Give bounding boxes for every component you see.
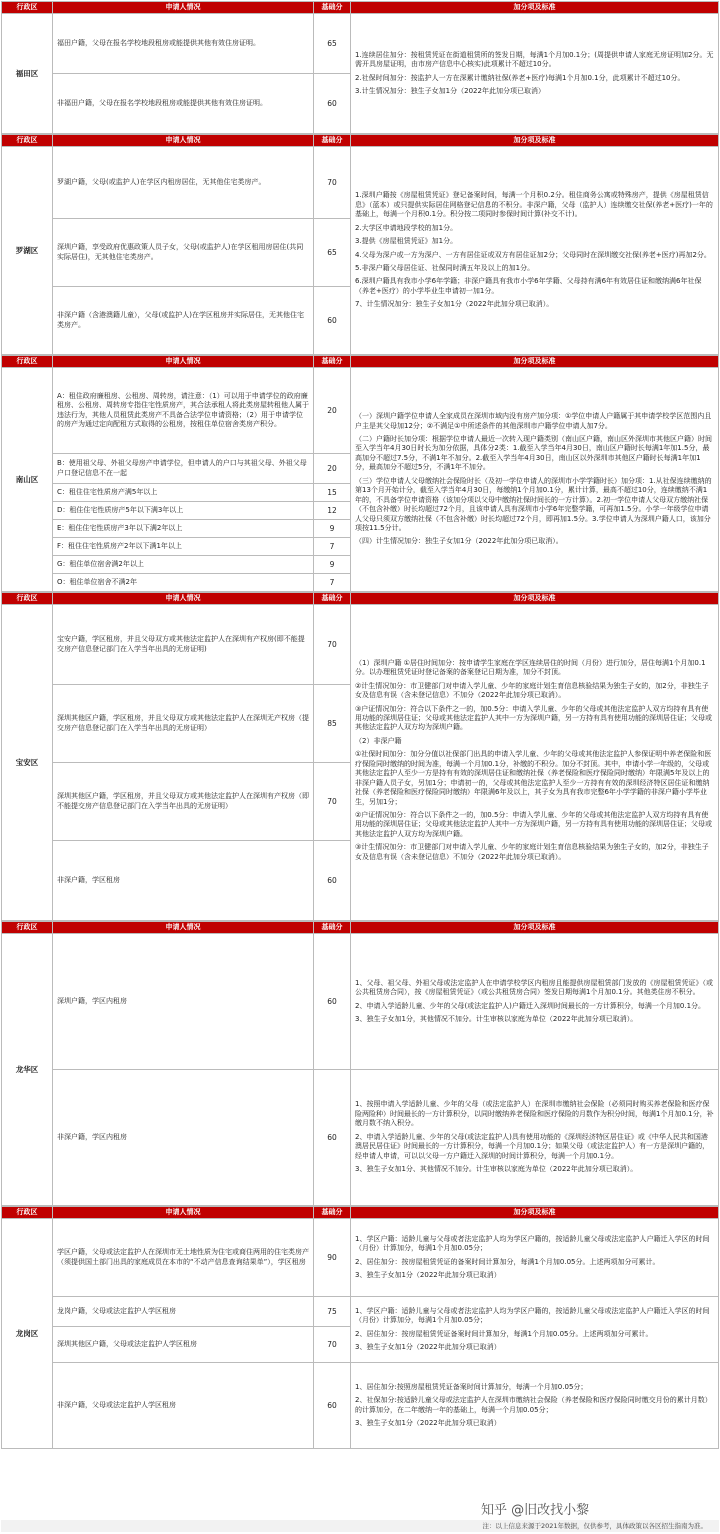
- table-header-row: [2, 1207, 719, 1219]
- base-score-cell: 60: [314, 1070, 351, 1206]
- standard-text: ③计生情况加分：市卫健部门对申请入学儿童、少年的家庭计划生育信息核验结果为独生子女的，加2分，非独生子女及信息有误（含未登记信息）不加分（2022年此加分项已取消）。: [355, 843, 709, 861]
- situation-cell: 非深户籍，父母或法定监护人学区租房: [53, 1363, 314, 1449]
- base-score-cell: 20: [314, 368, 351, 454]
- standard-cell: [351, 605, 719, 921]
- standard-text: 1、学区户籍：适龄儿童与父母或者法定监护人均为学区户籍的，按适龄儿童父母或法定监护人户籍迁入学区的时间（月份）计算加分，每满1个月加0.05分；: [355, 1234, 710, 1253]
- table-header-row: [2, 2, 719, 14]
- base-score-cell: 75: [314, 1297, 351, 1327]
- situation-cell: 深圳户籍，享受政府优惠政策人员子女，父母(或监护人)在学区租用房居住(共同实际居住)，无其他住宅类房产。: [53, 219, 314, 287]
- header-base-score: 基础分: [314, 135, 351, 147]
- header-district: 行政区: [2, 356, 53, 368]
- header-district: 行政区: [2, 593, 53, 605]
- base-score-cell: 7: [314, 574, 351, 592]
- standard-text: （2）非深户籍: [355, 736, 402, 745]
- district-block-luohu: [1, 134, 719, 355]
- header-base-score: 基础分: [314, 356, 351, 368]
- district-name: 龙岗区: [2, 1219, 53, 1449]
- situation-cell: 深圳户籍，学区内租房: [53, 934, 314, 1070]
- standard-text: 2.大学区申请地段学校的加1分。: [355, 223, 458, 232]
- situation-cell: 福田户籍，父母在报名学校地段租房或能提供其他有效住房证明。: [53, 14, 314, 74]
- standard-text: 2、社保加分:按适龄儿童父母或法定监护人在深圳市缴纳社会保险（养老保险和医疗保险同时缴交月份的累计月数）的计算加分，在二年缴纳一年的基础上，每满一个月加0.05分；: [355, 1396, 712, 1414]
- base-score-cell: 85: [314, 685, 351, 763]
- standard-text: 1.连续居住加分：按租赁凭证在街道租赁所的签发日期，每满1个月加0.1分；(周提供申请人家庭无房证明加2分。无需开具房屋证明，由市房产信息中心核实)此项累计不超过10分。: [355, 50, 714, 69]
- base-score-cell: 60: [314, 1363, 351, 1449]
- situation-cell: 学区户籍，父母或法定监护人在深圳市无土地性质为住宅或商住两用的住宅类房产（须提供国土部门出具的家庭成员在本市的“不动产信息查询结果单”），学区租房: [53, 1219, 314, 1297]
- district-name: 宝安区: [2, 605, 53, 921]
- situation-cell: O：租住单位宿舍不满2年: [53, 574, 314, 592]
- standard-text: 3、独生子女加1分（2022年此加分项已取消）: [355, 1342, 501, 1351]
- standard-text: （1）深圳户籍 ①居住时间加分：按申请学生家庭在学区连续居住的时间（月份）进行加分，居住每满1个月加0.1分。以办理租赁凭证时登记备案的备案登记日期为准，加分不封顶。: [355, 658, 706, 677]
- header-standard: 加分项及标准: [351, 135, 719, 147]
- standard-text: 4.父母为深户或一方为深户、一方有居住证或双方有居住证加2分；父母同时在深圳缴交社保(养老+医疗)再加2分。: [355, 250, 711, 259]
- standard-text: 1、学区户籍：适龄儿童与父母或者法定监护人均为学区户籍的，按适龄儿童父母或法定监护人户籍迁入学区的时间（月份）计算加分，每满1个月加0.05分；: [355, 1306, 710, 1325]
- district-block-baoan: [1, 592, 719, 921]
- district-block-longhua: [1, 921, 719, 1206]
- standard-text: 2、申请入学适龄儿童、少年的父母(或法定监护人)户籍迁入深圳时间最长的一方计算积分，每满一个月加0.1分。: [355, 1001, 706, 1010]
- standard-text: 2、居住加分：按房屋租赁凭证的备案时间计算加分，每满1个月加0.05分。上述两项加分可累计。: [355, 1257, 660, 1266]
- table-header-row: [2, 593, 719, 605]
- situation-cell: E：租住住宅性质房产3年以下满2年以上: [53, 520, 314, 538]
- header-situation: 申请人情况: [53, 922, 314, 934]
- watermark-zhihu: 知乎 @旧改找小黎: [481, 1503, 590, 1518]
- district-name: 龙华区: [2, 934, 53, 1206]
- standard-cell: [351, 147, 719, 355]
- district-name: 南山区: [2, 368, 53, 592]
- table-header-row: [2, 135, 719, 147]
- situation-cell: 罗湖户籍，父母(或监护人)在学区内租房居住，无其他住宅类房产。: [53, 147, 314, 219]
- base-score-cell: 9: [314, 556, 351, 574]
- standard-cell: [351, 1363, 719, 1449]
- standard-cell: [351, 14, 719, 134]
- district-name: 罗湖区: [2, 147, 53, 355]
- base-score-cell: 70: [314, 763, 351, 841]
- standard-text: ①社保时间加分：加分分值以社保部门出具的申请入学儿童、少年的父母或其他法定监护人参保证明中养老保险和医疗保险同时缴纳的时间为准，每满一个月加0.1分，补缴的不积分。加分不封顶。其中，申请小学一年级的，父母或其他法定监护人至少一方是持有有效的深圳居住证和缴纳社保（养老保险和医疗保险同时缴纳）年限满5年及以上的非深户籍人员子女，另加1分；申请初一的，父母或其他法定监护人至少一方持有有效的深圳经济特区居住证和缴纳社保（养老保险和医疗保险同时缴纳）年限满6年及以上，其子女为具有我市完整6年小学学籍的非深户籍小学毕业生，另加1分；: [355, 750, 712, 806]
- header-base-score: 基础分: [314, 1207, 351, 1219]
- header-situation: 申请人情况: [53, 135, 314, 147]
- header-base-score: 基础分: [314, 922, 351, 934]
- base-score-cell: 65: [314, 14, 351, 74]
- base-score-cell: 60: [314, 934, 351, 1070]
- header-district: 行政区: [2, 135, 53, 147]
- header-situation: 申请人情况: [53, 593, 314, 605]
- table-row: [2, 1219, 719, 1297]
- table-row: [2, 934, 719, 1070]
- base-score-cell: 60: [314, 841, 351, 921]
- situation-cell: 非深户籍，学区租房: [53, 841, 314, 921]
- standard-text: （三）学位申请人父母缴纳社会保险时长（及初一学位申请人的深圳市小学学籍时长）加分项：1.从社保连续缴纳的第13个月开始计分，截至入学当年4月30日，每缴纳1个月加0.1分，累计计算，最高不超过10分，连续缴纳不满1年的，不具备学位申请资格（该加分项以父母中缴纳社保时间长的一方计算）。2.初一学位申请人父母双方缴纳社保（不包含补缴）时长均超过72个月，且该申请人具有深圳市小学6年完整学籍，可再加1.5分。小学一年级学位申请人父母只须双方缴纳社保（不包含补缴）时长均超过72个月，即再加1.5分。3.学位申请人为深圳户籍人口，该加分项按11.5分计。: [355, 476, 712, 532]
- base-score-cell: 15: [314, 484, 351, 502]
- base-score-cell: 70: [314, 147, 351, 219]
- table-row: [2, 14, 719, 74]
- header-base-score: 基础分: [314, 593, 351, 605]
- situation-cell: G：租住单位宿舍满2年以上: [53, 556, 314, 574]
- standard-cell: [351, 934, 719, 1070]
- standard-text: 1、父母、祖父母、外祖父母或法定监护人在申请学校学区内租房且能提供房屋租赁部门发放的《房屋租赁凭证》（或公共租赁房合同），按《房屋租赁凭证》（或公共租赁房合同）签发日期每满1个月加0.1分。其他类住房不积分。: [355, 978, 713, 997]
- district-block-nanshan: [1, 355, 719, 592]
- standard-text: 3、独生子女加1分（2022年此加分项已取消）: [355, 1270, 501, 1279]
- base-score-cell: 20: [314, 454, 351, 484]
- table-row: [2, 1297, 719, 1327]
- situation-cell: 非深户籍（含港澳籍儿童），父母(或监护人)在学区租房并实际居住，无其他住宅类房产。: [53, 287, 314, 355]
- header-situation: 申请人情况: [53, 1207, 314, 1219]
- header-district: 行政区: [2, 1207, 53, 1219]
- header-standard: 加分项及标准: [351, 2, 719, 14]
- standard-text: （二）户籍时长加分项：根据学位申请人最近一次转入现户籍类别（南山区户籍，南山区外深圳市其他区户籍）时间至入学当年4月30日时长为加分依据，具体分2类：1.截至入学当年4月30日，南山区户籍时长每满1年加1.5分，最高加分不超过7.5分，不满1年不加分。2.截至入学当年4月30日，南山区以外深圳市其他区户籍时长每满1年加1分，最高加分不超过5分，不满1年不加分。: [355, 435, 712, 472]
- district-name: 福田区: [2, 14, 53, 134]
- header-standard: 加分项及标准: [351, 922, 719, 934]
- standard-cell: [351, 368, 719, 592]
- standard-cell: [351, 1297, 719, 1363]
- base-score-cell: 9: [314, 520, 351, 538]
- standard-text: 2、申请入学适龄儿童、少年的父母(或法定监护人)具有使用功能的《深圳经济特区居住证》或《中华人民共和国港澳居民居住证》时间最长的一方计算积分，每满一个月加0.1分；如果父母（或法定监护人）有一方是深圳户籍的，经申请人申请，可以以父母一方户籍迁入深圳的时间计算积分，每满一个月加0.1分。: [355, 1132, 710, 1160]
- standard-text: 7、计生情况加分：独生子女加1分（2022年此加分项已取消）。: [355, 300, 554, 309]
- situation-cell: 非深户籍，学区内租房: [53, 1070, 314, 1206]
- header-situation: 申请人情况: [53, 356, 314, 368]
- district-block-longgang: [1, 1206, 719, 1449]
- standard-text: （一）深圳户籍学位申请人全家成员在深圳市域内没有房产加分项：①学位申请人户籍属于其申请学校学区范围内且户主是其父母加12分；②不满足①中所述条件的其他深圳市户籍学位申请人加7分。: [355, 412, 712, 430]
- standard-text: 3.提供《房屋租赁凭证》加1分。: [355, 237, 458, 246]
- table-row: [2, 1070, 719, 1206]
- standard-text: 3.计生情况加分：独生子女加1分（2022年此加分项已取消）: [355, 86, 545, 95]
- header-standard: 加分项及标准: [351, 1207, 719, 1219]
- situation-cell: 深圳其他区户籍，学区租房，并且父母双方或其他法定监护人在深圳有产权房（即不能提交房产信息登记部门在入学当年出具的无房证明）: [53, 763, 314, 841]
- standard-text: ③户证情况加分：符合以下条件之一的，加0.5分：申请入学儿童、少年的父母或其他法定监护人双方均持有具有使用功能的深圳居住证；父母或其他法定监护人其中一方为深圳户籍，另一方持有具有使用功能的深圳居住证；父母或其他法定监护人双方均为深圳户籍。: [355, 704, 712, 732]
- standard-text: ②户证情况加分：符合以下条件之一的，加0.5分：申请入学儿童、少年的父母或其他法定监护人双方均持有具有使用功能的深圳居住证；父母或其他法定监护人其中一方为深圳户籍，另一方持有具有使用功能的深圳居住证；父母或其他法定监护人双方均为深圳户籍。: [355, 810, 712, 838]
- table-header-row: [2, 356, 719, 368]
- header-district: 行政区: [2, 2, 53, 14]
- situation-cell: 宝安户籍，学区租房，并且父母双方或其他法定监护人在深圳有产权房(即不能提交房产信息登记部门在入学当年出具的无房证明): [53, 605, 314, 685]
- situation-cell: 龙岗户籍，父母或法定监护人学区租房: [53, 1297, 314, 1327]
- situation-cell: F：租住住宅性质房产2年以下满1年以上: [53, 538, 314, 556]
- standard-text: ②计生情况加分：市卫健部门对申请入学儿童、少年的家庭计划生育信息核验结果为独生子女的，加2分，非独生子女及信息有误（含未登记信息）不加分（2022年此加分项已取消）。: [355, 681, 709, 700]
- situation-cell: 深圳其他区户籍，父母或法定监护人学区租房: [53, 1327, 314, 1363]
- standard-text: （四）计生情况加分：独生子女加1分（2022年此加分项已取消）。: [355, 537, 563, 546]
- base-score-cell: 70: [314, 605, 351, 685]
- standard-cell: [351, 1070, 719, 1206]
- standard-text: 1.深圳户籍按《房屋租赁凭证》登记备案时间，每满一个月积0.2分。租住商务公寓或特殊房产，提供《房屋租赁信息》（蓝本）或只提供实际居住网格登记信息的不积分。非深户籍，父母（监护人）连续缴交社保(养老+医疗)一年的基础上，每满一个月积0.1分。积分按二项同时参保时间计算(补交不计)。: [355, 191, 713, 219]
- table-row: [2, 1363, 719, 1449]
- header-standard: 加分项及标准: [351, 593, 719, 605]
- standard-text: 3、独生子女加1分（2022年此加分项已取消）: [355, 1418, 501, 1427]
- situation-cell: A：租住政府廉租房、公租房、周转房，请注意：（1）可以用于申请学位的政府廉租房、公租房、周转房专指住宅性质房产，其合法承租人将此类房屋转租他人属于违法行为，其他人员租赁此类房产不具备合法学位申请资格；（2）用于申请学位的房产为通过定向配租方式取得的公租房，按租住单位宿舍类房产积分。: [53, 368, 314, 454]
- base-score-cell: 60: [314, 287, 351, 355]
- standard-text: 2.社保时间加分：按监护人一方在深累计缴纳社保(养老+医疗)每满1个月加0.1分，此项累计不超过10分。: [355, 73, 685, 82]
- header-district: 行政区: [2, 922, 53, 934]
- base-score-cell: 65: [314, 219, 351, 287]
- header-base-score: 基础分: [314, 2, 351, 14]
- footer-note: 注：以上信息来源于2021年数据，仅供参考，具体政策以各区招生指南为准。: [1, 1520, 719, 1532]
- standard-text: 3、独生子女加1分，其他情况不加分。计生审核以家庭为单位（2022年此加分项已取消）。: [355, 1014, 638, 1023]
- situation-cell: B：使用祖父母、外祖父母房产申请学位，但申请人的户口与其祖父母、外祖父母户口登记信息不在一起: [53, 454, 314, 484]
- table-row: [2, 147, 719, 219]
- standard-text: 1、按照申请入学适龄儿童、少年的父母（或法定监护人）在深圳市缴纳社会保险（必须同时购买养老保险和医疗保险两险种）时间最长的一方计算积分，以同时缴纳养老保险和医疗保险的月数作为积分时间，每满1个月加0.1分，补缴月数不纳入积分。: [355, 1100, 714, 1128]
- situation-cell: 非福田户籍，父母在报名学校地段租房或能提供其他有效住房证明。: [53, 74, 314, 134]
- table-header-row: [2, 922, 719, 934]
- base-score-cell: 70: [314, 1327, 351, 1363]
- district-block-futian: [1, 1, 719, 134]
- standard-text: 5.非深户籍父母居住证、社保同时满五年及以上的加1分。: [355, 263, 535, 272]
- table-row: [2, 368, 719, 454]
- standard-text: 2、居住加分：按房屋租赁凭证备案时间计算加分，每满1个月加0.05分。上述两项加分可累计。: [355, 1329, 653, 1338]
- situation-cell: D：租住住宅性质房产5年以下满3年以上: [53, 502, 314, 520]
- header-standard: 加分项及标准: [351, 356, 719, 368]
- situation-cell: 深圳其他区户籍，学区租房，并且父母双方或其他法定监护人在深圳无产权房（提交房产信息登记部门在入学当年出具的无房证明）: [53, 685, 314, 763]
- base-score-cell: 7: [314, 538, 351, 556]
- base-score-cell: 12: [314, 502, 351, 520]
- header-situation: 申请人情况: [53, 2, 314, 14]
- base-score-cell: 60: [314, 74, 351, 134]
- standard-text: 1、居住加分:按照房屋租赁凭证备案时间计算加分，每满一个月加0.05分；: [355, 1382, 588, 1391]
- standard-text: 6.深圳户籍具有我市小学6年学籍；非深户籍具有我市小学6年学籍、父母持有满6年有效居住证和缴纳满6年社保（养老+医疗）的小学毕业生申请初一加1分。: [355, 277, 702, 295]
- standard-text: 3、独生子女加1分、其他情况不加分。计生审核以家庭为单位（2022年此加分项已取消）。: [355, 1165, 638, 1174]
- table-row: [2, 605, 719, 685]
- base-score-cell: 90: [314, 1219, 351, 1297]
- policy-table-page: [1, 1, 719, 1532]
- standard-cell: [351, 1219, 719, 1297]
- situation-cell: C：租住住宅性质房产满5年以上: [53, 484, 314, 502]
